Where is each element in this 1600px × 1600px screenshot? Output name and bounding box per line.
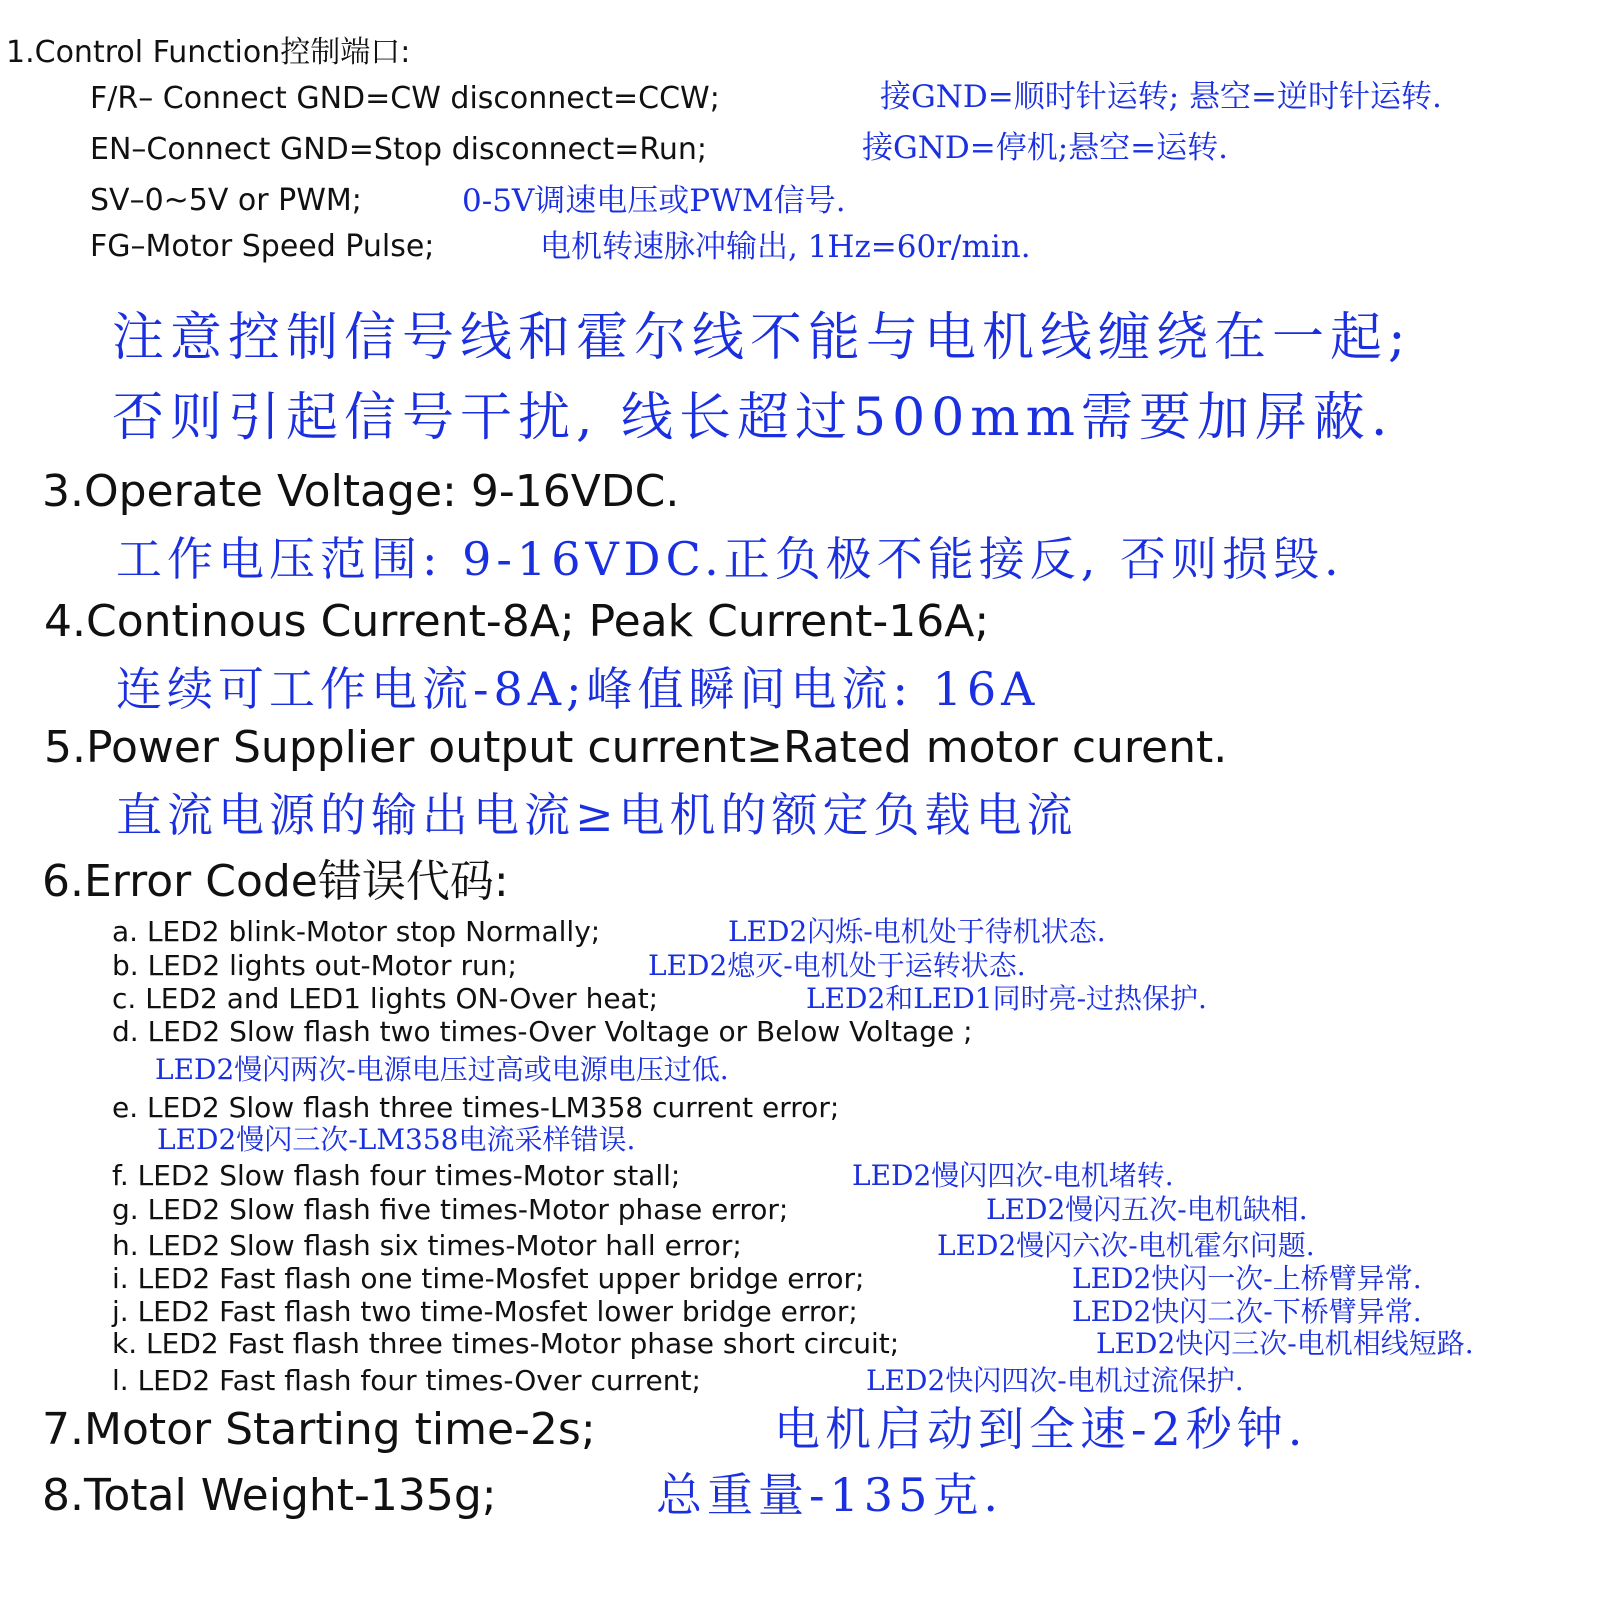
section6-heading: 6.Error Code错误代码: bbox=[42, 856, 509, 907]
section8-heading: 8.Total Weight-135g; bbox=[42, 1470, 497, 1521]
section4-heading-zh: 连续可工作电流-8A;峰值瞬间电流: 16A bbox=[116, 662, 1040, 716]
section4-heading: 4.Continous Current-8A; Peak Current-16A; bbox=[44, 596, 990, 647]
error-code-j-zh: LED2快闪二次-下桥臂异常. bbox=[1072, 1295, 1422, 1328]
error-code-k-zh: LED2快闪三次-电机相线短路. bbox=[1096, 1327, 1474, 1360]
error-code-f-zh: LED2慢闪四次-电机堵转. bbox=[852, 1159, 1174, 1192]
fr-description: F/R– Connect GND=CW disconnect=CCW; bbox=[90, 81, 720, 116]
error-code-c-zh: LED2和LED1同时亮-过热保护. bbox=[806, 982, 1207, 1015]
error-code-j: j. LED2 Fast flash two time-Mosfet lower bridge error; bbox=[112, 1295, 858, 1328]
section7-heading: 7.Motor Starting time-2s; bbox=[42, 1404, 596, 1455]
fr-description-zh: 接GND=顺时针运转; 悬空=逆时针运转. bbox=[880, 79, 1442, 115]
en-description-zh: 接GND=停机;悬空=运转. bbox=[862, 130, 1228, 166]
section5-heading-zh: 直流电源的输出电流≥电机的额定负载电流 bbox=[116, 788, 1078, 842]
en-description: EN–Connect GND=Stop disconnect=Run; bbox=[90, 132, 708, 167]
error-code-l: l. LED2 Fast flash four times-Over current; bbox=[112, 1364, 701, 1397]
sv-description: SV–0~5V or PWM; bbox=[90, 183, 362, 218]
error-code-c: c. LED2 and LED1 lights ON-Over heat; bbox=[112, 982, 659, 1015]
fg-description-zh: 电机转速脉冲输出, 1Hz=60r/min. bbox=[540, 229, 1031, 265]
error-code-i: i. LED2 Fast flash one time-Mosfet upper bridge error; bbox=[112, 1262, 865, 1295]
error-code-a: a. LED2 blink-Motor stop Normally; bbox=[112, 915, 601, 948]
section1-title: 1.Control Function控制端口: bbox=[6, 35, 411, 70]
error-code-h-zh: LED2慢闪六次-电机霍尔问题. bbox=[937, 1229, 1315, 1262]
error-code-k: k. LED2 Fast flash three times-Motor phase short circuit; bbox=[112, 1327, 900, 1360]
section8-heading-zh: 总重量-135克. bbox=[656, 1468, 1003, 1522]
section3-heading-zh: 工作电压范围: 9-16VDC.正负极不能接反, 否则损毁. bbox=[116, 532, 1344, 586]
sv-description-zh: 0-5V调速电压或PWM信号. bbox=[462, 183, 846, 219]
error-code-i-zh: LED2快闪一次-上桥臂异常. bbox=[1072, 1262, 1422, 1295]
fg-description: FG–Motor Speed Pulse; bbox=[90, 229, 435, 264]
wiring-note-line1: 注意控制信号线和霍尔线不能与电机线缠绕在一起; bbox=[112, 308, 1412, 368]
section7-heading-zh: 电机启动到全速-2秒钟. bbox=[774, 1402, 1308, 1456]
wiring-note-line2: 否则引起信号干扰, 线长超过500mm需要加屏蔽. bbox=[112, 388, 1394, 448]
error-code-d-zh: LED2慢闪两次-电源电压过高或电源电压过低. bbox=[155, 1053, 729, 1086]
error-code-d: d. LED2 Slow flash two times-Over Voltage or Below Voltage ; bbox=[112, 1015, 973, 1048]
error-code-b-zh: LED2熄灭-电机处于运转状态. bbox=[648, 949, 1026, 982]
error-code-f: f. LED2 Slow flash four times-Motor stall; bbox=[112, 1159, 681, 1192]
error-code-e-zh: LED2慢闪三次-LM358电流采样错误. bbox=[157, 1123, 636, 1156]
error-code-g-zh: LED2慢闪五次-电机缺相. bbox=[986, 1193, 1308, 1226]
section3-heading: 3.Operate Voltage: 9-16VDC. bbox=[42, 466, 680, 517]
error-code-b: b. LED2 lights out-Motor run; bbox=[112, 949, 517, 982]
error-code-g: g. LED2 Slow flash five times-Motor phase error; bbox=[112, 1193, 789, 1226]
error-code-l-zh: LED2快闪四次-电机过流保护. bbox=[866, 1364, 1244, 1397]
error-code-e: e. LED2 Slow flash three times-LM358 current error; bbox=[112, 1091, 840, 1124]
error-code-h: h. LED2 Slow flash six times-Motor hall error; bbox=[112, 1229, 742, 1262]
error-code-a-zh: LED2闪烁-电机处于待机状态. bbox=[728, 915, 1106, 948]
section5-heading: 5.Power Supplier output current≥Rated motor curent. bbox=[44, 722, 1228, 773]
